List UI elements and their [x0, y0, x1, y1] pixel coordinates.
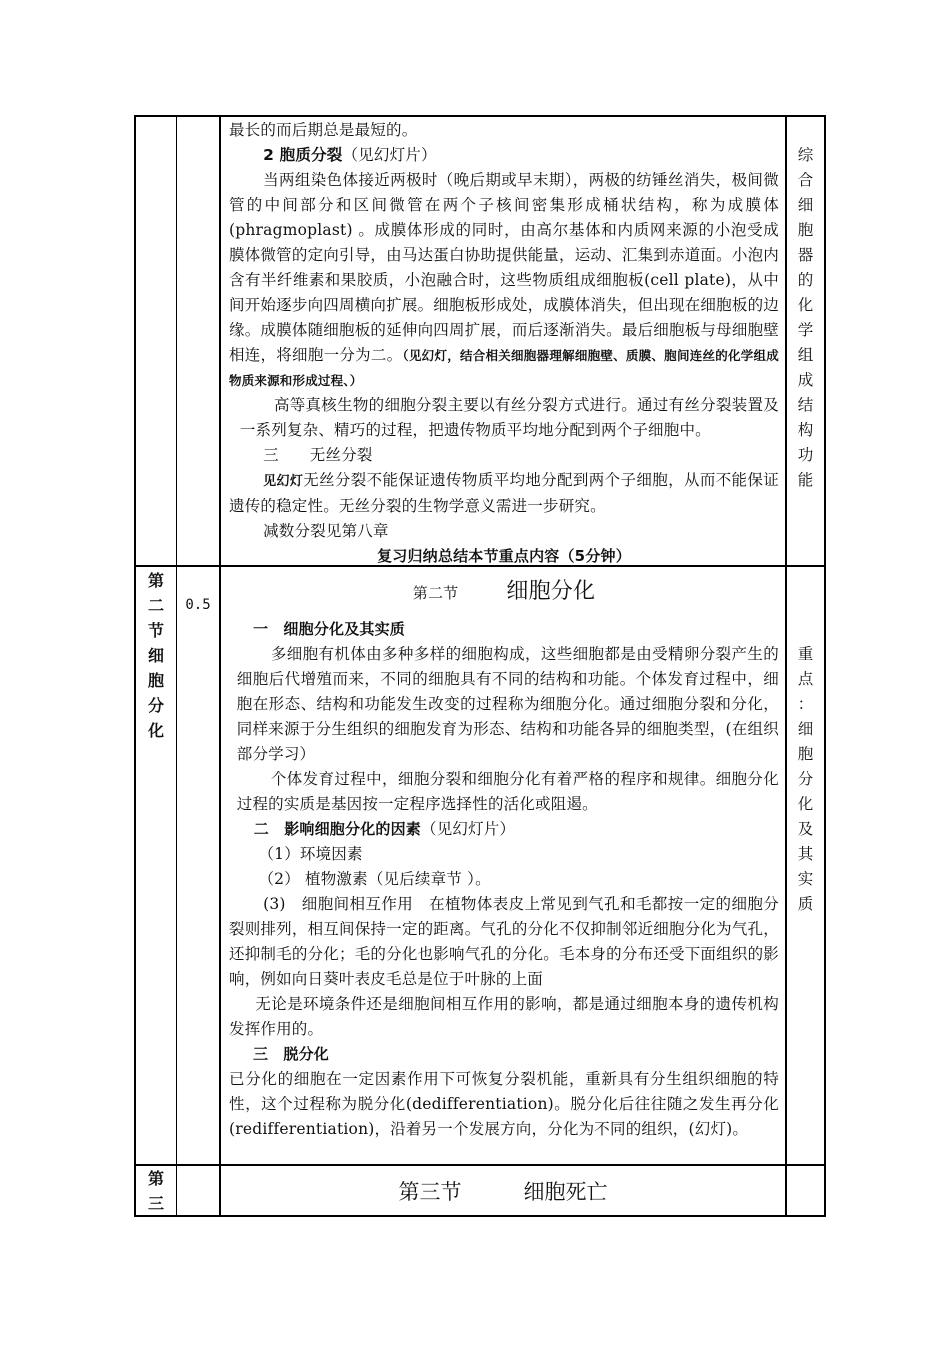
- differentiation-paragraph-1: 多细胞有机体由多种多样的细胞构成，这些细胞都是由受精卵分裂产生的细胞后代增殖而来，不同的细胞具有不同的结构和功能。个体发育过程中，细胞在形态、结构和功能发生改变的过程称为细胞分化。通过细胞分裂和分化，同样来源于分生组织的细胞发育为形态、结构和功能各异的细胞类型，(在组织部分学习）: [236, 645, 779, 763]
- row2-side-note: [787, 642, 824, 917]
- row2-side-note-char: 化: [797, 795, 814, 813]
- row1-side-note-char: 化: [797, 296, 814, 314]
- cytokinesis-paragraph: [229, 168, 779, 393]
- cytokinesis-heading: [229, 143, 779, 168]
- amitosis-paragraph-text: 无丝分裂不能保证遗传物质平均地分配到两个子细胞，从而不能保证遗传的稳定性。无丝分裂的生物学意义需进一步研究。: [229, 471, 779, 515]
- row2-side-note-char: 及: [797, 820, 814, 838]
- row1-content: [229, 118, 779, 569]
- differentiation-paragraph-3: 无论是环境条件还是细胞间相互作用的影响，都是通过细胞本身的遗传机构发挥作用的。: [229, 995, 779, 1038]
- meiosis-note: 减数分裂见第八章: [263, 522, 389, 540]
- table-border-top: [134, 115, 826, 117]
- row1-side-note-char: 合: [797, 171, 814, 189]
- row2-side-note-char: 重: [797, 645, 814, 663]
- row1-side-note-char: 的: [797, 271, 814, 289]
- row1-side-note-char: 器: [797, 246, 814, 264]
- slide-note: （见幻灯，结合相关细胞器理解细胞壁、质膜、胞间连丝的化学组成物质来源和形成过程、）: [229, 348, 779, 388]
- row2-side-note-char: 点: [797, 670, 814, 688]
- subsection-2-heading-text: 二 影响细胞分化的因素: [253, 820, 421, 838]
- row2-content: [229, 572, 779, 1142]
- row1-side-note-char: 构: [797, 421, 814, 439]
- section2-title-big: 细胞分化: [506, 579, 596, 604]
- row2-section-label-char: 分: [147, 696, 164, 715]
- section2-title: [229, 572, 779, 613]
- row1-side-note: [787, 143, 824, 493]
- amitosis-heading-num: 三: [263, 446, 279, 464]
- row1-paragraph-intro: 最长的而后期总是最短的。: [229, 121, 418, 139]
- subsection-2-heading: [229, 817, 779, 842]
- amitosis-paragraph: [229, 468, 779, 519]
- row2-section-label-char: 细: [147, 646, 164, 665]
- row1-side-note-char: 功: [797, 446, 814, 464]
- row2-side-note-char: 实: [797, 870, 814, 888]
- table-col-line-1: [176, 115, 177, 1217]
- row2-section-label-char: 胞: [147, 671, 164, 690]
- cytokinesis-heading-text: 2 胞质分裂: [263, 146, 343, 164]
- factor-2: （2） 植物激素（见后续章节 ）。: [258, 870, 491, 888]
- dedifferentiation-paragraph: 已分化的细胞在一定因素作用下可恢复分裂机能，重新具有分生组织细胞的特性，这个过程称为脱分化(dedifferentiation)。脱分化后往往随之发生再分化(redifferentiation)，沿着另一个发展方向，分化为不同的组织，(幻灯)。: [229, 1070, 779, 1138]
- row2-side-note-char: 分: [797, 770, 814, 788]
- row2-side-note-char: ：: [797, 695, 814, 713]
- summary-line: 复习归纳总结本节重点内容（5分钟）: [377, 547, 631, 565]
- row1-side-note-char: 胞: [797, 221, 814, 239]
- cytokinesis-paragraph-text: 当两组染色体接近两极时（晚后期或早末期），两极的纺锤丝消失，极间微管的中间部分和区间微管在两个子核间密集形成桶状结构，称为成膜体(phragmoplast) 。成膜体形成的同时，由高尔基体和内质网来源的小泡受成膜体微管的定向引导，由马达蛋白协助提供能量，运动、汇集到赤道面。小泡内含有半纤维素和果胶质，小泡融合时，这些物质组成细胞板(cell plate)，从中间开始逐步向四周横向扩展。细胞板形成处，成膜体消失，但出现在细胞板的边缘。成膜体随细胞板的延伸向四周扩展，而后逐渐消失。最后细胞板与母细胞壁相连，将细胞一分为二。: [229, 171, 779, 364]
- row3-section-label: [136, 1166, 176, 1216]
- row2-side-note-char: 胞: [797, 745, 814, 763]
- time-value: 0.5: [185, 597, 211, 613]
- row1-side-note-char: 细: [797, 196, 814, 214]
- factor-1: （1）环境因素: [258, 845, 363, 863]
- row1-side-note-char: 组: [797, 346, 814, 364]
- row1-side-note-char: 能: [797, 471, 814, 489]
- section3-title-b: 细胞死亡: [523, 1179, 608, 1204]
- row3-section-label-char: 三: [147, 1194, 164, 1213]
- subsection-2-heading-suffix: （见幻灯片）: [421, 820, 516, 838]
- row2-section-label-char: 第: [147, 571, 164, 590]
- cytokinesis-heading-suffix: （见幻灯片）: [342, 146, 437, 164]
- row2-side-note-char: 细: [797, 720, 814, 738]
- row1-side-note-char: 综: [797, 146, 814, 164]
- row1-side-note-char: 学: [797, 321, 814, 339]
- row2-section-label: [136, 568, 176, 743]
- slide-prefix: 见幻灯: [263, 474, 304, 489]
- differentiation-paragraph-2: 个体发育过程中，细胞分裂和细胞分化有着严格的程序和规律。细胞分化过程的实质是基因按一定程序选择性的活化或阻遏。: [236, 770, 779, 813]
- row1-side-note-char: 结: [797, 396, 814, 414]
- section3-title: [221, 1166, 785, 1215]
- section2-title-small: 第二节: [412, 584, 459, 602]
- table-col-line-4: [824, 115, 826, 1217]
- row2-side-note-char: 质: [797, 895, 814, 913]
- row2-time: [177, 594, 219, 613]
- row2-section-label-char: 二: [147, 596, 164, 615]
- row2-section-label-char: 化: [147, 721, 164, 740]
- row3-section-label-char: 第: [147, 1169, 164, 1188]
- subsection-1-heading: 一 细胞分化及其实质: [253, 620, 406, 638]
- section3-title-a: 第三节: [398, 1179, 462, 1204]
- factor-3: (3) 细胞间相互作用 在植物体表皮上常见到气孔和毛都按一定的细胞分裂则排列，相互间保持一定的距离。气孔的分化不仅抑制邻近细胞分化为气孔，还抑制毛的分化；毛的分化也影响气孔的分化。毛本身的分布还受下面组织的影响，例如向日葵叶表皮毛总是位于叶脉的上面: [229, 895, 779, 988]
- amitosis-heading: [229, 443, 779, 468]
- row2-section-label-char: 节: [147, 621, 164, 640]
- amitosis-heading-text: 无丝分裂: [309, 446, 373, 464]
- table-border-bottom: [134, 1215, 826, 1217]
- table-col-line-2: [219, 115, 221, 1217]
- row1-side-note-char: 成: [797, 371, 814, 389]
- subsection-3-heading: 三 脱分化: [253, 1045, 330, 1063]
- row2-side-note-char: 其: [797, 845, 814, 863]
- eukaryote-division-paragraph: 高等真核生物的细胞分裂主要以有丝分裂方式进行。通过有丝分裂装置及一系列复杂、精巧的过程，把遗传物质平均地分配到两个子细胞中。: [239, 396, 779, 439]
